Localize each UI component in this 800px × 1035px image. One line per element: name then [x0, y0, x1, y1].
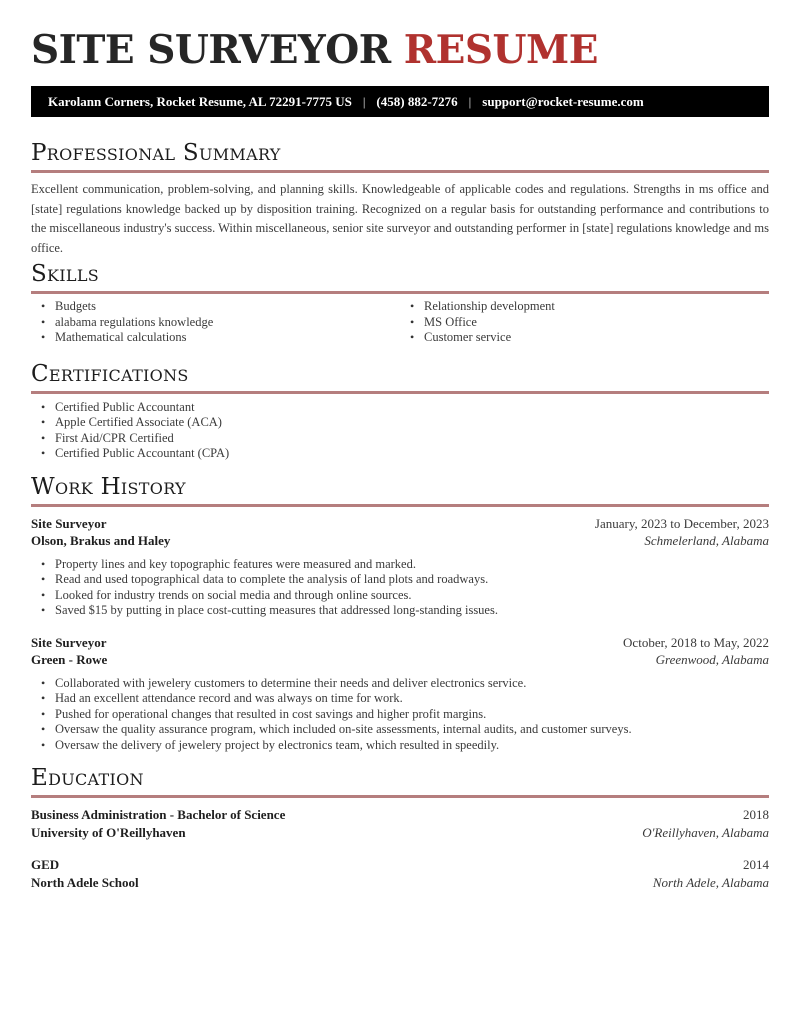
job-title: Site Surveyor [31, 515, 107, 531]
summary-text: Excellent communication, problem-solving, and planning skills. Knowledgeable of applicable codes and regulations. Strengths in ms office and [state] regulations knowledge backed up by disposition training. Recognized on a regular basis for outstanding performance and contributions to the miscellaneous industry's success. Within miscellaneous, senior site surveyor and outstanding performer in [state] regulations knowledge and ms office. [31, 182, 769, 255]
education-degree-row [31, 856, 769, 874]
skill-item [31, 330, 400, 346]
certification-item-text: First Aid/CPR Certified [55, 430, 174, 445]
job-bullet-text: Read and used topographical data to complete the analysis of land plots and roadways. [55, 572, 489, 586]
skill-item-text: Relationship development [424, 299, 555, 313]
section-rule [31, 170, 769, 173]
education-year: 2014 [743, 857, 769, 872]
bullet-icon [41, 738, 45, 754]
job-bullet-item [31, 738, 769, 754]
certification-item [31, 446, 769, 462]
education-location: O'Reillyhaven, Alabama [642, 824, 769, 840]
section-rule [31, 504, 769, 507]
education-school: North Adele School [31, 874, 139, 890]
bullet-icon [41, 299, 45, 315]
separator: | [362, 93, 366, 109]
skill-item [400, 315, 769, 331]
bullet-icon [410, 330, 414, 346]
section-heading-certifications: Certifications [31, 360, 189, 387]
page-title-primary: SITE SURVEYOR [31, 27, 391, 73]
skills-columns [31, 299, 769, 346]
bullet-icon [41, 588, 45, 604]
bullet-icon [41, 572, 45, 588]
education-school: University of O'Reillyhaven [31, 824, 186, 840]
skill-item-text: MS Office [424, 314, 477, 329]
work-entry-company-row [31, 532, 769, 550]
job-bullet-text: Property lines and key topographic features were measured and marked. [55, 556, 416, 571]
skill-item [400, 330, 769, 346]
job-bullet-text: Collaborated with jewelery customers to determine their needs and deliver electronics service. [55, 675, 527, 690]
job-bullet-item [31, 676, 769, 692]
work-entry-title-row [31, 634, 769, 652]
job-company: Olson, Brakus and Haley [31, 533, 171, 548]
job-bullet-text: Pushed for operational changes that resulted in cost savings and higher profit margins. [55, 706, 487, 721]
bullet-icon [41, 722, 45, 738]
job-bullet-item [31, 707, 769, 723]
education-degree-row [31, 806, 769, 824]
section-education [31, 766, 769, 891]
education-location: North Adele, Alabama [652, 874, 769, 890]
bullet-icon [41, 415, 45, 431]
skill-item-text: Mathematical calculations [55, 330, 187, 344]
skill-item [31, 315, 400, 331]
education-entry [31, 856, 769, 891]
work-entry-company-row [31, 651, 769, 669]
section-rule [31, 291, 769, 294]
section-rule [31, 795, 769, 798]
bullet-icon [41, 315, 45, 331]
section-heading-education: Education [31, 765, 144, 791]
bullet-icon [41, 431, 45, 447]
section-skills [31, 262, 769, 346]
section-rule [31, 391, 769, 394]
education-degree: GED [31, 857, 60, 872]
education-degree: Business Administration - Bachelor of Science [31, 807, 286, 822]
skill-item [31, 299, 400, 315]
job-bullet-text: Looked for industry trends on social media and through online sources. [55, 587, 412, 602]
bullet-icon [410, 315, 414, 331]
section-heading-summary: Professional Summary [31, 140, 281, 166]
bullet-icon [41, 557, 45, 573]
job-location: Greenwood, Alabama [655, 652, 769, 667]
page-title [31, 27, 769, 74]
bullet-icon [41, 676, 45, 692]
certification-item-text: Certified Public Accountant [55, 399, 195, 414]
section-heading-skills: Skills [31, 261, 100, 287]
section-certifications [31, 362, 769, 462]
skill-item-text: Budgets [55, 299, 96, 313]
work-entry-title-row [31, 515, 769, 533]
skills-list-right [400, 299, 769, 346]
job-bullet-item [31, 557, 769, 573]
work-entry [31, 634, 769, 754]
skill-item-text: alabama regulations knowledge [55, 314, 214, 329]
section-heading-work-history: Work History [31, 473, 186, 500]
certification-item-text: Certified Public Accountant (CPA) [55, 446, 230, 460]
bullet-icon [41, 446, 45, 462]
job-bullets [31, 557, 769, 619]
skills-list-left [31, 299, 400, 346]
certification-item [31, 400, 769, 416]
contact-email: support@rocket-resume.com [482, 93, 644, 109]
certification-item-text: Apple Certified Associate (ACA) [55, 415, 222, 429]
job-bullet-text: Oversaw the quality assurance program, which included on-site assessments, internal audits, and customer surveys. [55, 722, 632, 736]
education-school-row [31, 824, 769, 842]
job-bullet-text: Had an excellent attendance record and was always on time for work. [55, 691, 403, 705]
certifications-list [31, 400, 769, 462]
education-school-row [31, 874, 769, 892]
certification-item [31, 415, 769, 431]
work-entry [31, 515, 769, 619]
section-work-history [31, 475, 769, 754]
job-bullet-item [31, 603, 769, 619]
job-bullets [31, 676, 769, 754]
job-title: Site Surveyor [31, 634, 107, 650]
job-bullet-item [31, 722, 769, 738]
bullet-icon [41, 330, 45, 346]
bullet-icon [410, 299, 414, 315]
job-company: Green - Rowe [31, 652, 108, 667]
section-professional-summary [31, 141, 769, 258]
job-bullet-item [31, 572, 769, 588]
separator: | [468, 93, 472, 109]
bullet-icon [41, 707, 45, 723]
job-bullet-item [31, 588, 769, 604]
page-title-accent: RESUME [403, 27, 598, 73]
certification-item [31, 431, 769, 447]
job-dates: January, 2023 to December, 2023 [594, 515, 769, 531]
contact-bar [31, 86, 769, 117]
bullet-icon [41, 691, 45, 707]
job-dates: October, 2018 to May, 2022 [623, 634, 769, 650]
skill-item-text: Customer service [424, 330, 512, 344]
job-bullet-text: Saved $15 by putting in place cost-cutting measures that addressed long-standing issues. [55, 603, 498, 617]
contact-phone: (458) 882-7276 [376, 93, 458, 109]
skill-item [400, 299, 769, 315]
bullet-icon [41, 603, 45, 619]
job-bullet-text: Oversaw the delivery of jewelery project by electronics team, which resulted in speedily. [55, 737, 500, 752]
education-year: 2018 [743, 807, 769, 822]
education-entry [31, 806, 769, 841]
job-bullet-item [31, 691, 769, 707]
contact-address: Karolann Corners, Rocket Resume, AL 72291-7775 US [48, 93, 352, 109]
job-location: Schmelerland, Alabama [644, 533, 769, 548]
bullet-icon [41, 400, 45, 416]
